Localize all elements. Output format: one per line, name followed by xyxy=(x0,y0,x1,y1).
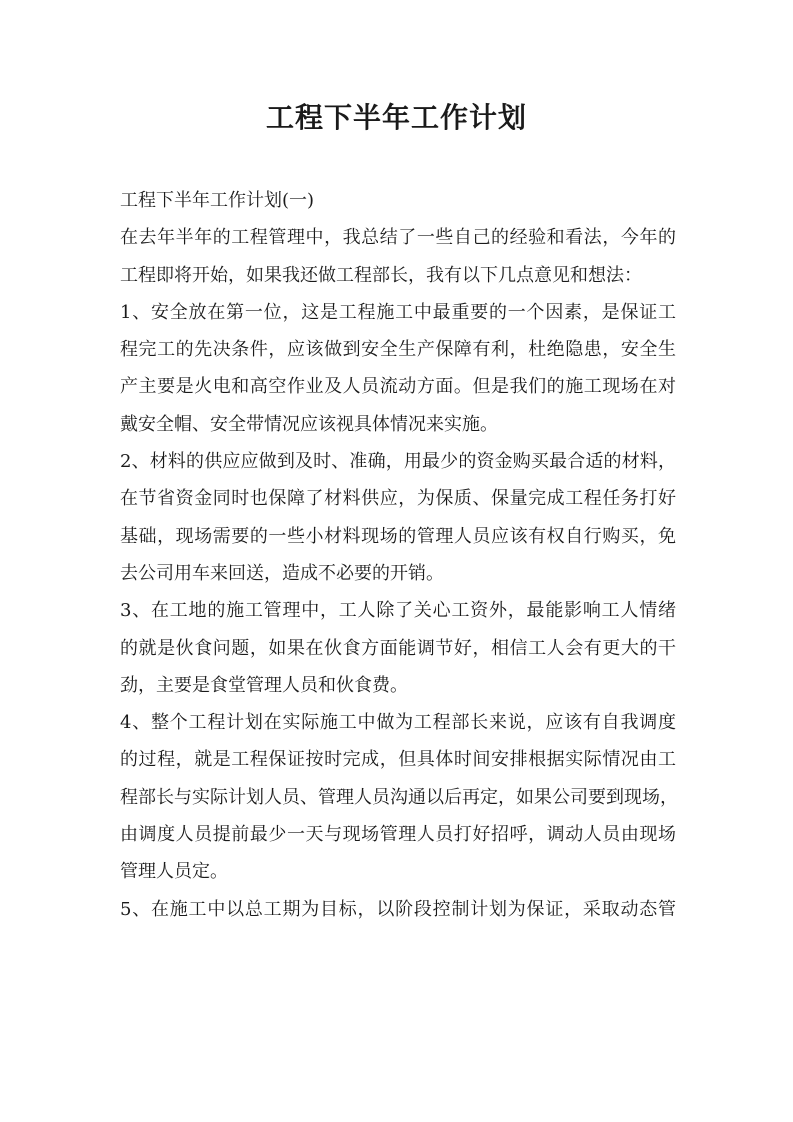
body-line: 5、在施工中以总工期为目标，以阶段控制计划为保证，采取动态管 xyxy=(120,898,676,920)
body-line: 在去年半年的工程管理中，我总结了一些自己的经验和看法，今年的 xyxy=(120,227,676,249)
body-line: 的就是伙食问题，如果在伙食方面能调节好，相信工人会有更大的干 xyxy=(120,637,676,659)
document-body xyxy=(120,182,676,928)
body-line: 4、整个工程计划在实际施工中做为工程部长来说，应该有自我调度 xyxy=(120,712,676,734)
body-line: 去公司用车来回送，造成不必要的开销。 xyxy=(120,562,444,584)
body-line: 程部长与实际计划人员、管理人员沟通以后再定，如果公司要到现场， xyxy=(120,786,678,808)
body-line: 3、在工地的施工管理中，工人除了关心工资外，最能影响工人情绪 xyxy=(120,600,676,622)
body-line: 在节省资金同时也保障了材料供应，为保质、保量完成工程任务打好 xyxy=(120,488,676,510)
body-line: 由调度人员提前最少一天与现场管理人员打好招呼，调动人员由现场 xyxy=(120,824,676,846)
body-line: 产主要是火电和高空作业及人员流动方面。但是我们的施工现场在对 xyxy=(120,376,676,398)
body-line: 2、材料的供应应做到及时、准确，用最少的资金购买最合适的材料， xyxy=(120,451,676,473)
body-line: 的过程，就是工程保证按时完成，但具体时间安排根据实际情况由工 xyxy=(120,749,676,771)
body-line: 基础，现场需要的一些小材料现场的管理人员应该有权自行购买，免 xyxy=(120,525,676,547)
body-line: 管理人员定。 xyxy=(120,861,228,883)
body-line: 工程即将开始，如果我还做工程部长，我有以下几点意见和想法： xyxy=(120,264,642,286)
body-line: 工程下半年工作计划(一) xyxy=(120,190,315,211)
body-line: 程完工的先决条件，应该做到安全生产保障有利，杜绝隐患，安全生 xyxy=(120,339,676,361)
body-line: 戴安全帽、安全带情况应该视具体情况来实施。 xyxy=(120,413,498,435)
body-line: 劲，主要是食堂管理人员和伙食费。 xyxy=(120,674,408,696)
document-title: 工程下半年工作计划 xyxy=(265,101,527,134)
body-line: 1、安全放在第一位，这是工程施工中最重要的一个因素，是保证工 xyxy=(120,301,676,323)
